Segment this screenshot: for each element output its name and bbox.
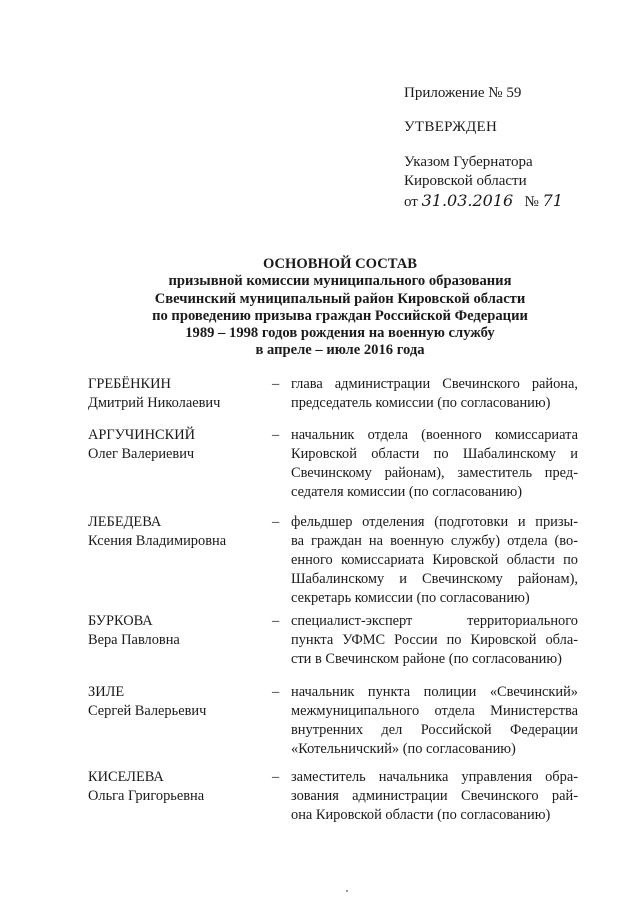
member-given-name: Дмитрий Николаевич — [88, 394, 221, 411]
role-line: межмуниципального отдела Министерства — [291, 702, 578, 719]
approved-label: УТВЕРЖДЕН — [404, 119, 498, 135]
member-surname: АРГУЧИНСКИЙ — [88, 427, 196, 443]
member-role — [291, 375, 578, 413]
role-line: председатель комиссии (по согласованию) — [291, 394, 551, 411]
member-surname: ГРЕБЁНКИН — [88, 376, 171, 392]
member-given-name: Ольга Григорьевна — [88, 787, 205, 804]
number-prefix: № — [524, 194, 539, 210]
title-line-2: призывной комиссии муниципального образования — [168, 273, 512, 290]
role-line: начальник отдела (военного комиссариата — [291, 427, 578, 443]
scan-speck — [346, 890, 348, 892]
dash-separator: – — [272, 769, 280, 785]
role-line: фельдшер отделения (подготовки и призы- — [291, 514, 578, 530]
dash-separator: – — [272, 427, 280, 443]
role-line: пункта УФМС России по Кировской обла- — [291, 631, 578, 648]
decree-block — [404, 153, 604, 212]
member-name — [88, 683, 268, 721]
member-surname: ЗИЛЕ — [88, 684, 125, 700]
member-role — [291, 426, 578, 502]
member-surname: ЛЕБЕДЕВА — [88, 514, 162, 530]
member-name — [88, 768, 268, 806]
date-prefix: от — [404, 194, 418, 210]
role-line: глава администрации Свечинского района, — [291, 376, 578, 392]
member-given-name: Олег Валериевич — [88, 445, 195, 462]
dash-separator: – — [272, 376, 280, 392]
decree-date-line — [404, 191, 604, 212]
role-line: она Кировской области (по согласованию) — [291, 806, 551, 823]
member-surname: КИСЕЛЕВА — [88, 769, 164, 785]
title-line-4: по проведению призыва граждан Российской Федерации — [152, 307, 528, 324]
decree-line-2: Кировской области — [404, 173, 527, 189]
role-line: Свечинскому районам), заместитель пред- — [291, 464, 578, 481]
member-role — [291, 768, 578, 825]
title-line-1: ОСНОВНОЙ СОСТАВ — [262, 256, 418, 272]
document-title — [80, 256, 600, 360]
member-given-name: Сергей Валерьевич — [88, 702, 207, 719]
dash-separator: – — [272, 684, 280, 700]
member-role — [291, 683, 578, 759]
member-given-name: Ксения Владимировна — [88, 532, 227, 549]
handwritten-number: 71 — [542, 191, 563, 210]
role-line: сти в Свечинском районе (по согласованию) — [291, 650, 562, 667]
dash-separator: – — [272, 514, 280, 530]
member-given-name: Вера Павловна — [88, 631, 180, 648]
member-role — [291, 513, 578, 608]
member-role — [291, 612, 578, 669]
role-line: секретарь комиссии (по согласованию) — [291, 589, 530, 606]
decree-line-1: Указом Губернатора — [404, 154, 533, 170]
role-line: начальник пункта полиции «Свечинский» — [291, 684, 578, 700]
member-surname: БУРКОВА — [88, 613, 153, 629]
dash-separator: – — [272, 613, 280, 629]
role-line: ва граждан на военную службу) отдела (во- — [291, 532, 578, 549]
appendix-label: Приложение № 59 — [404, 85, 522, 101]
title-line-3: Свечинский муниципальный район Кировской области — [154, 290, 526, 307]
role-line: зования администрации Свечинского рай- — [291, 787, 578, 804]
title-line-6: в апреле – июле 2016 года — [255, 342, 425, 359]
member-name — [88, 612, 268, 650]
role-line: специалист-эксперт территориального — [291, 613, 578, 629]
role-line: Кировской области по Шабалинскому и — [291, 445, 578, 462]
role-line: енного комиссариата Кировской области по — [291, 551, 578, 568]
role-line: «Котельничский» (по согласованию) — [291, 740, 516, 757]
title-line-5: 1989 – 1998 годов рождения на военную службу — [185, 325, 495, 342]
role-line: седателя комиссии (по согласованию) — [291, 483, 523, 500]
role-line: внутренних дел Российской Федерации — [291, 721, 578, 738]
member-name — [88, 513, 268, 551]
member-name — [88, 426, 268, 464]
member-name — [88, 375, 268, 413]
handwritten-date: 31.03.2016 — [421, 191, 514, 210]
role-line: Шабалинскому и Свечинскому районам), — [291, 570, 578, 587]
role-line: заместитель начальника управления обра- — [291, 769, 578, 785]
